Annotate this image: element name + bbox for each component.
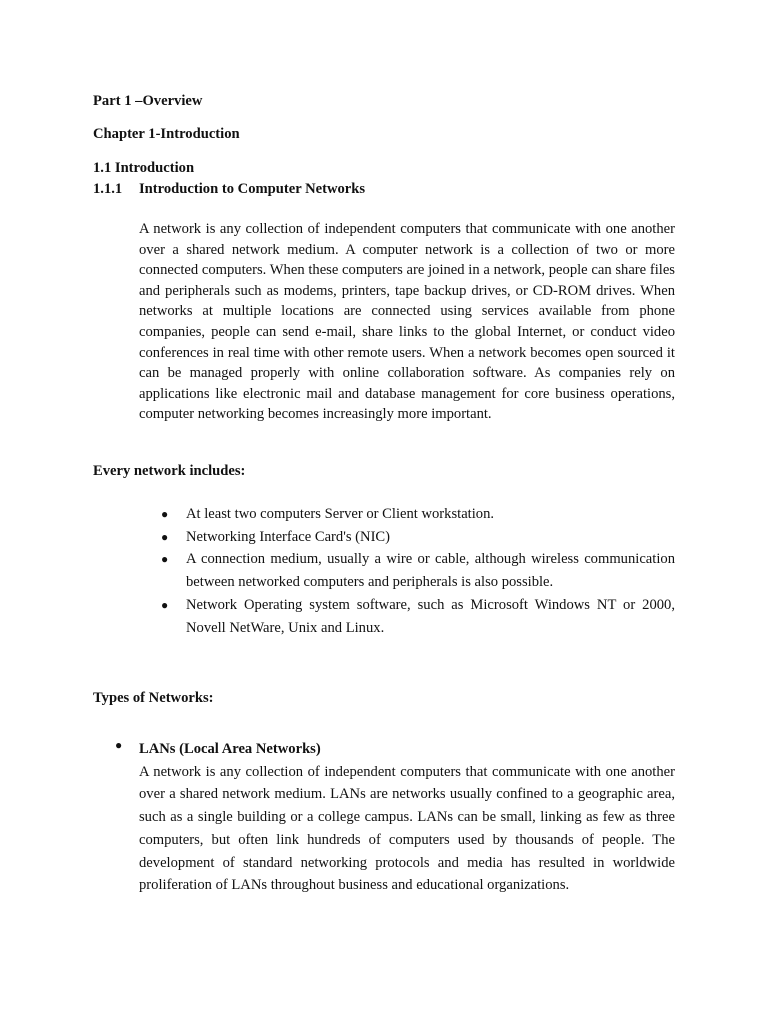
lan-paragraph: A network is any collection of independent computers that communicate with one another over a shared network medium. LANs are networks usually confined to a geographic area, such as a single building or a college campus. LANs can be small, linking as few as three computers, but often link hundreds of computers used by thousands of people. The development of standard networking protocols and media has resulted in worldwide proliferation of LANs throughout business and educational organizations. bbox=[139, 763, 675, 894]
list-item: ● At least two computers Server or Client workstation. bbox=[186, 503, 675, 526]
includes-list bbox=[161, 503, 675, 639]
bullet-icon: ● bbox=[115, 738, 123, 752]
subsection-number: 1.1.1 bbox=[93, 181, 123, 197]
bullet-icon: ● bbox=[161, 529, 169, 544]
list-item: ● Networking Interface Card's (NIC) bbox=[186, 526, 675, 549]
chapter-title: Chapter 1-Introduction bbox=[93, 126, 240, 142]
includes-heading: Every network includes: bbox=[93, 463, 246, 479]
section-title: 1.1 Introduction bbox=[93, 160, 195, 176]
subsection-heading bbox=[93, 181, 365, 198]
bullet-icon: ● bbox=[161, 597, 169, 612]
list-item: ● A connection medium, usually a wire or cable, although wireless communication between networked computers and peripherals is also possible. bbox=[186, 548, 675, 593]
lan-title: LANs (Local Area Networks) bbox=[139, 741, 321, 757]
intro-paragraph: A network is any collection of independent computers that communicate with one another over a shared network medium. A computer network is a collection of two or more connected computers. When these computers are joined in a network, people can share files and peripherals such as modems, printers, tape backup drives, or CD-ROM drives. When networks at multiple locations are connected using services available from phone companies, people can send e-mail, share links to the global Internet, or conduct video conferences in real time with other remote users. When a network becomes open sourced it can be managed properly with online collaboration software. As companies rely on applications like electronic mail and database management for core business operations, computer networking becomes increasingly more important. bbox=[139, 221, 675, 423]
list-item: ● Network Operating system software, such as Microsoft Windows NT or 2000, Novell NetWare, Unix and Linux. bbox=[186, 594, 675, 639]
bullet-icon: ● bbox=[161, 552, 169, 567]
part-title: Part 1 –Overview bbox=[93, 93, 203, 109]
subsection-title: Introduction to Computer Networks bbox=[139, 181, 366, 197]
bullet-icon: ● bbox=[161, 507, 169, 521]
lan-section bbox=[139, 738, 675, 897]
types-heading: Types of Networks: bbox=[93, 690, 214, 706]
